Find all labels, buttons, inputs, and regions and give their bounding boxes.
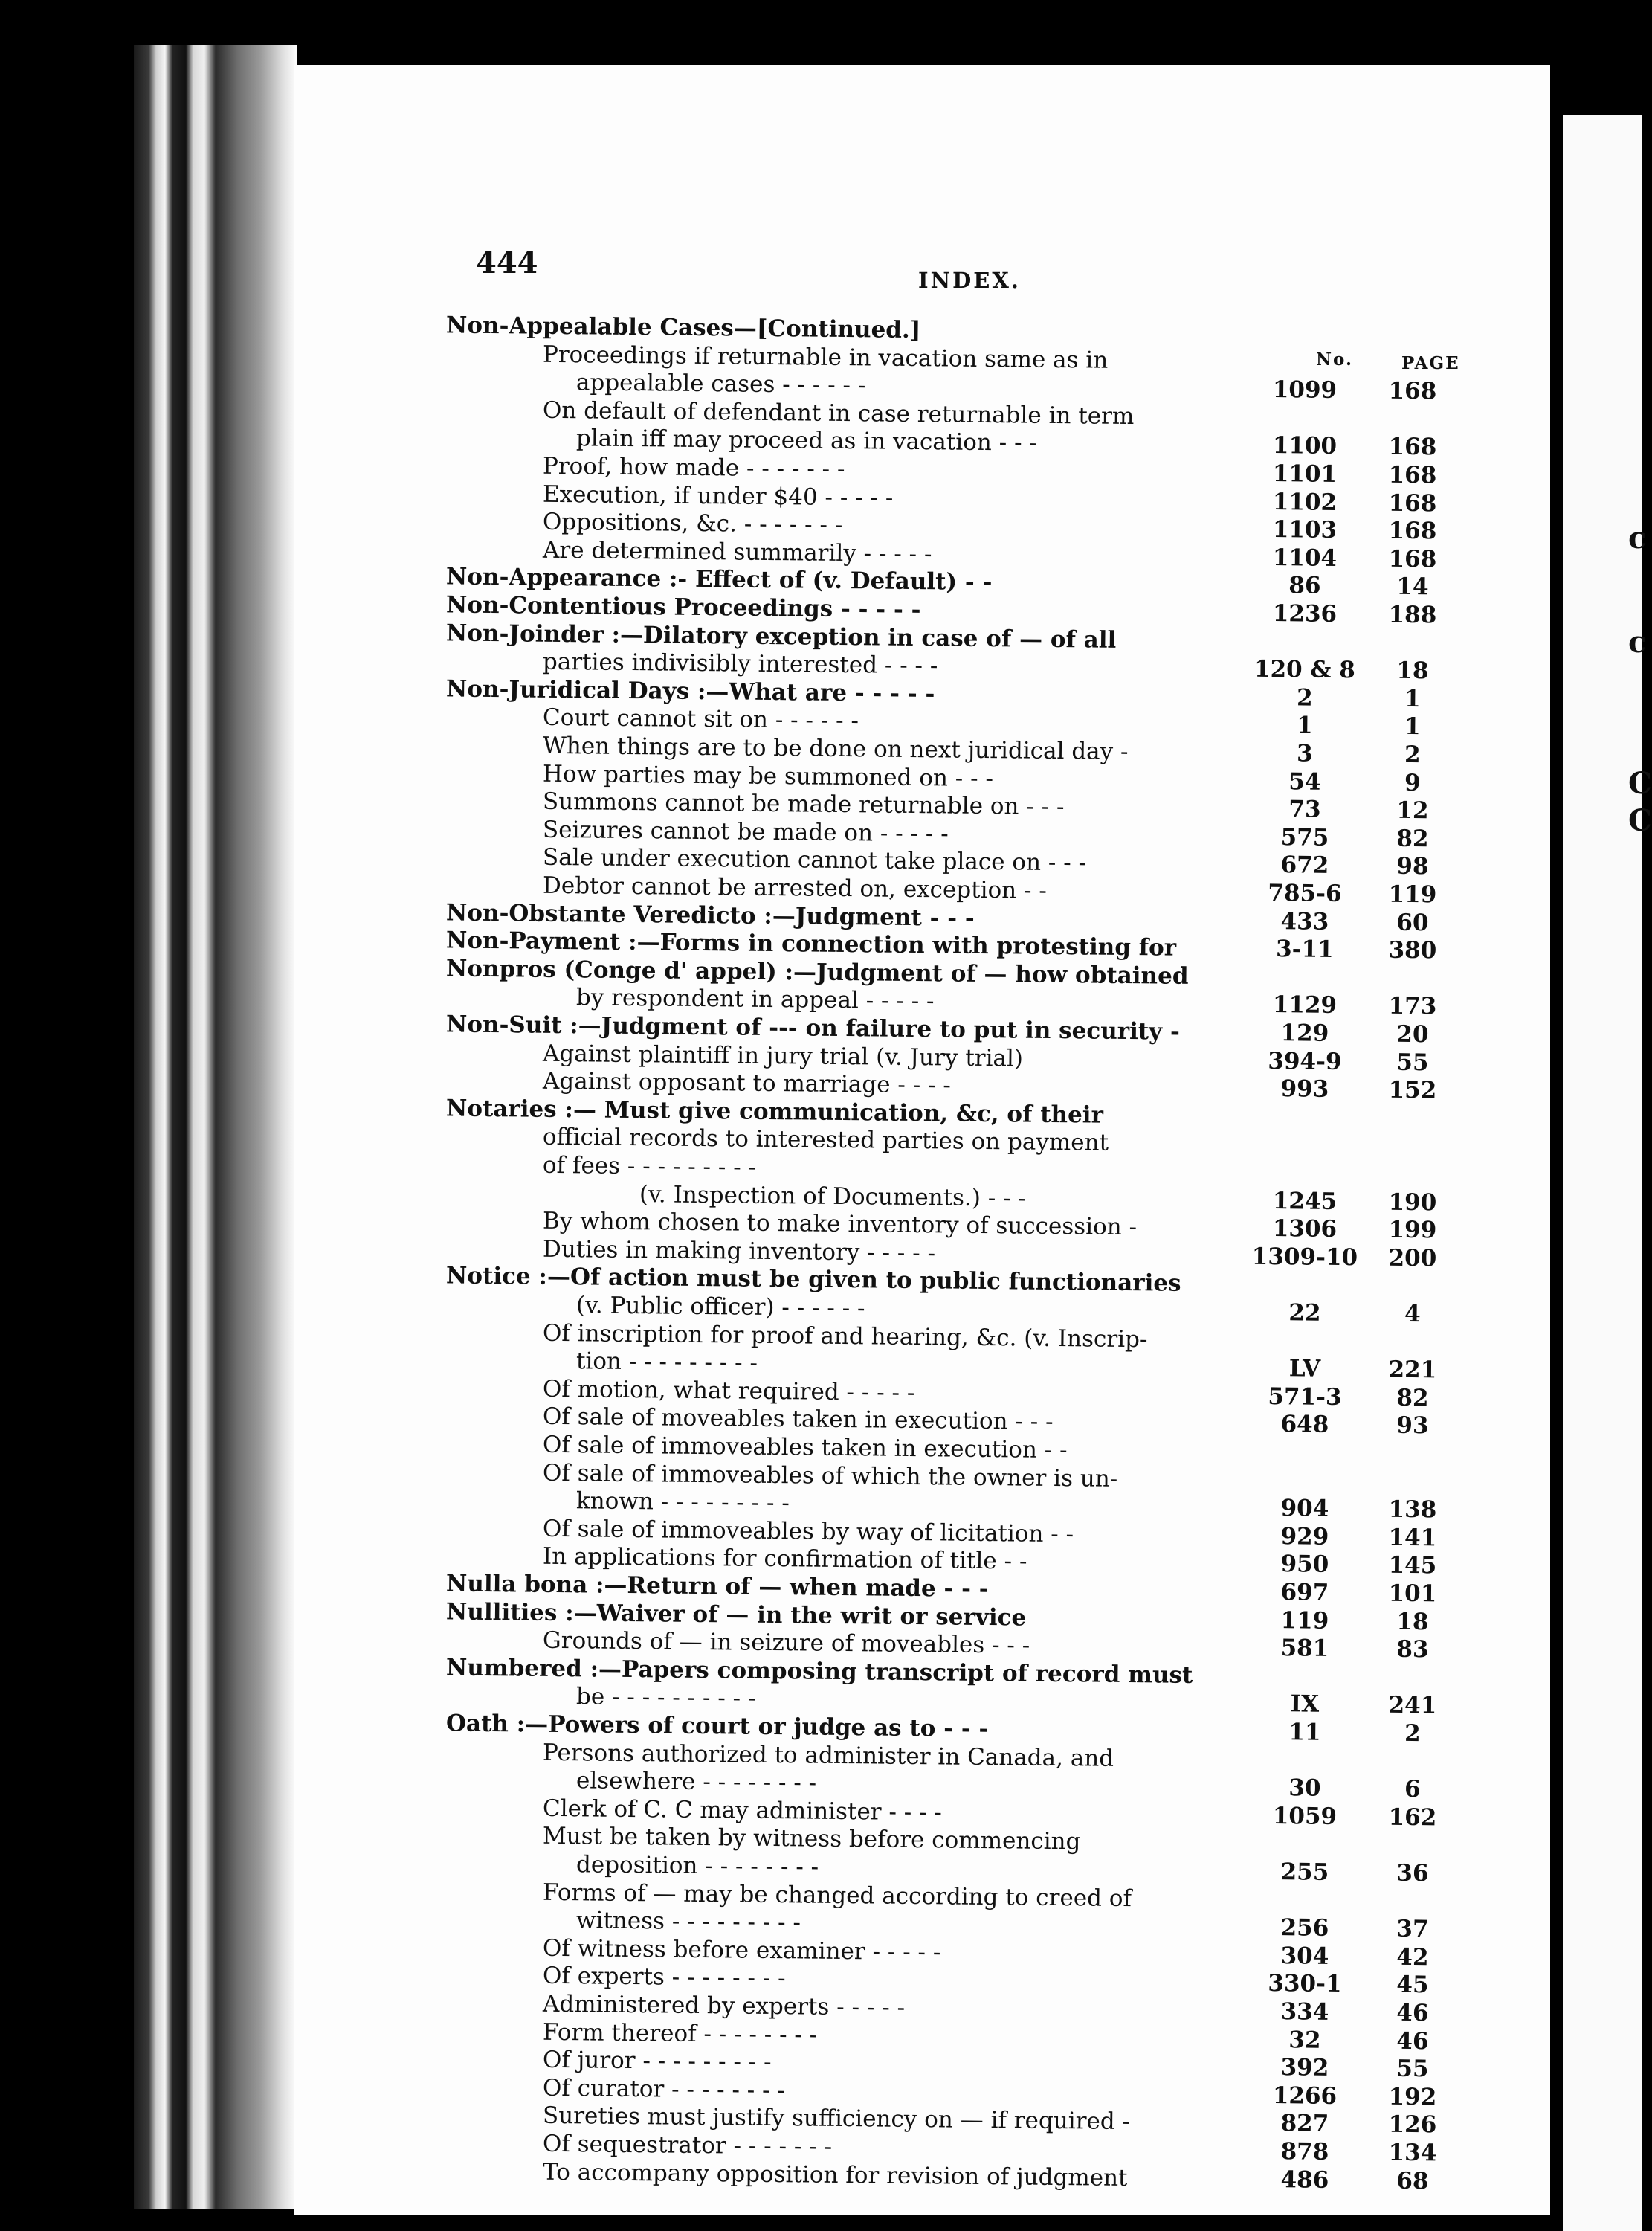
entry-number: [1242, 1831, 1368, 1832]
entry-number: 334: [1280, 1998, 1329, 2026]
entry-text: Proceedings if returnable in vacation same as in: [542, 341, 1109, 374]
entry-number: 394-9: [1268, 1047, 1342, 1075]
entry-page: 221: [1388, 1356, 1437, 1384]
entry-text: Are determined summarily - - - - -: [542, 536, 932, 568]
entry-text: Of sale of immoveables by way of licitation - -: [542, 1515, 1074, 1548]
entry-number: 993: [1280, 1075, 1329, 1104]
entry-number: 571-3: [1268, 1382, 1342, 1411]
entry-number: 32: [1288, 2026, 1321, 2054]
entry-number: 22: [1288, 1299, 1321, 1327]
entry-text: Must be taken by witness before commencing: [542, 1823, 1081, 1855]
entry-number: 1306: [1272, 1215, 1338, 1243]
page-title: INDEX.: [918, 268, 1021, 293]
entry-page: 141: [1388, 1524, 1437, 1552]
entry-number: [1242, 1272, 1368, 1273]
entry-text: of fees - - - - - - - - -: [542, 1151, 757, 1181]
entry-number: 30: [1288, 1774, 1321, 1802]
entry-text: (v. Public officer) - - - - - -: [575, 1292, 865, 1322]
entry-text: Non-Appealable Cases—[Continued.]: [445, 312, 921, 344]
entry-number: 54: [1288, 767, 1321, 796]
entry-number: 3-11: [1275, 936, 1334, 964]
entry-page: [1368, 1161, 1457, 1162]
entry-number: 3: [1296, 740, 1313, 767]
entry-text: Against opposant to marriage - - - -: [542, 1067, 952, 1099]
entry-number: 433: [1280, 907, 1329, 936]
entry-page: 93: [1396, 1412, 1429, 1440]
entry-page: 145: [1388, 1552, 1437, 1580]
entry-page: 200: [1388, 1244, 1437, 1272]
entry-number: 827: [1280, 2110, 1329, 2138]
entry-page: 6: [1404, 1776, 1421, 1803]
entry-page: 380: [1388, 936, 1437, 965]
entry-page: 119: [1388, 881, 1437, 909]
entry-page: 4: [1404, 1300, 1421, 1328]
entry-text: witness - - - - - - - - -: [575, 1907, 801, 1937]
entry-page: 98: [1396, 853, 1429, 881]
entry-number: 1129: [1272, 991, 1338, 1020]
entry-text: Non-Payment :—Forms in connection with protesting for: [445, 927, 1177, 962]
entry-text: Execution, if under $40 - - - - -: [542, 480, 894, 512]
entry-text: Of witness before examiner - - - - -: [542, 1934, 941, 1966]
entry-text: Non-Contentious Proceedings - - - - -: [445, 591, 921, 624]
entry-text: Non-Obstante Veredicto :—Judgment - - -: [445, 899, 975, 932]
entry-page: 138: [1388, 1496, 1437, 1524]
entry-text: Sale under execution cannot take place on - - -: [542, 844, 1087, 877]
entry-number: 785-6: [1268, 879, 1342, 908]
entry-text: Clerk of C. C may administer - - - -: [542, 1794, 943, 1826]
entry-text: Duties in making inventory - - - - -: [542, 1235, 936, 1267]
entry-number: 575: [1280, 823, 1329, 851]
entry-page: 83: [1396, 1635, 1429, 1664]
entry-page: 46: [1396, 1999, 1429, 2027]
entry-number: 1245: [1272, 1187, 1338, 1215]
entry-text: Of curator - - - - - - - -: [542, 2074, 786, 2104]
entry-number: 486: [1280, 2166, 1329, 2194]
entry-text: To accompany opposition for revision of judgment: [542, 2158, 1128, 2192]
entry-page: 1: [1404, 685, 1421, 712]
entry-page: 18: [1396, 657, 1429, 685]
entry-number: 11: [1288, 1719, 1321, 1746]
entry-text: In applications for confirmation of title - -: [542, 1543, 1027, 1575]
entry-number: 672: [1280, 851, 1329, 880]
entry-text: Of experts - - - - - - - -: [542, 1963, 786, 1992]
entry-page: 173: [1388, 993, 1437, 1020]
entry-text: Of inscription for proof and hearing, &c. (v. Inscrip-: [542, 1319, 1148, 1353]
entry-page: [1368, 1440, 1457, 1441]
entry-text: Of sale of immoveables of which the owner is un-: [542, 1459, 1118, 1493]
entry-text: Form thereof - - - - - - - -: [542, 2018, 818, 2049]
entry-text: How parties may be summoned on - - -: [542, 760, 994, 792]
entry-text: Summons cannot be made returnable on - - -: [542, 788, 1065, 821]
entry-number: 73: [1288, 796, 1321, 823]
entry-page: 42: [1396, 1943, 1429, 1971]
column-header-no: No.: [1316, 350, 1353, 370]
entry-number: 904: [1280, 1495, 1329, 1523]
entry-text: Forms of — may be changed according to creed of: [542, 1879, 1132, 1912]
entry-number: 120 & 8: [1253, 655, 1356, 684]
entry-text: By whom chosen to make inventory of succession -: [542, 1207, 1138, 1241]
entry-text: deposition - - - - - - - -: [575, 1851, 819, 1881]
entry-number: 1: [1296, 712, 1313, 740]
entry-text: Notaries :— Must give communication, &c, of their: [445, 1095, 1104, 1129]
entry-page: 2: [1404, 1719, 1421, 1748]
entry-page: 168: [1388, 434, 1437, 461]
entry-page: 168: [1388, 377, 1437, 405]
entry-page: 168: [1388, 489, 1437, 517]
entry-text: Proof, how made - - - - - - -: [542, 452, 845, 483]
entry-number: 129: [1280, 1020, 1329, 1047]
entry-text: Seizures cannot be made on - - - - -: [542, 816, 949, 848]
entry-page: 82: [1396, 1384, 1429, 1412]
entry-number: 1104: [1272, 544, 1338, 572]
entry-number: 1266: [1272, 2082, 1338, 2110]
entry-number: 2: [1296, 684, 1313, 712]
entry-number: 878: [1280, 2138, 1329, 2166]
entry-number: 1059: [1272, 1802, 1338, 1830]
entry-page: 241: [1388, 1692, 1437, 1719]
entry-text: appealable cases - - - - - -: [575, 369, 866, 399]
entry-page: [1368, 322, 1457, 323]
book-spine: [134, 45, 297, 2209]
entry-page: 2: [1404, 741, 1421, 769]
entry-text: (v. Inspection of Documents.) - - -: [639, 1180, 1027, 1212]
entry-number: 1101: [1272, 460, 1338, 488]
adjacent-page-fragment: c: [1628, 521, 1647, 556]
entry-page: 68: [1396, 2167, 1429, 2195]
entry-number: 330-1: [1268, 1970, 1342, 1998]
entry-text: Oppositions, &c. - - - - - - -: [542, 508, 843, 539]
entry-text: official records to interested parties on payment: [542, 1124, 1109, 1157]
entry-page: 199: [1388, 1216, 1437, 1244]
entry-text: by respondent in appeal - - - - -: [575, 984, 935, 1015]
entry-page: 55: [1396, 1049, 1429, 1076]
entry-number: 1103: [1272, 516, 1338, 544]
entry-page: 37: [1396, 1915, 1429, 1943]
entry-text: Of motion, what required - - - - -: [542, 1375, 915, 1406]
entry-text: Nullities :—Waiver of — in the writ or service: [445, 1598, 1027, 1632]
page-number: 444: [476, 245, 538, 280]
entry-page: 1: [1404, 713, 1421, 741]
entry-page: 9: [1404, 769, 1421, 796]
entry-page: 101: [1388, 1580, 1437, 1608]
entry-text: Sureties must justify sufficiency on — if required -: [542, 2102, 1131, 2136]
entry-number: 1100: [1272, 432, 1338, 460]
entry-number: 1236: [1272, 600, 1338, 628]
entry-number: 304: [1280, 1942, 1329, 1970]
entry-number: 392: [1280, 2054, 1329, 2082]
entry-number: 929: [1280, 1522, 1329, 1551]
entry-page: 45: [1396, 1971, 1429, 1999]
entry-number: 950: [1280, 1551, 1329, 1579]
entry-page: 152: [1388, 1076, 1437, 1104]
entry-page: 188: [1388, 601, 1437, 629]
entry-page: 55: [1396, 2055, 1429, 2083]
entry-page: 12: [1396, 796, 1429, 825]
entry-page: 18: [1396, 1608, 1429, 1635]
entry-number: 119: [1280, 1606, 1329, 1635]
entry-page: 168: [1388, 517, 1437, 545]
entry-page: 190: [1388, 1188, 1437, 1216]
entry-number: LV: [1288, 1355, 1321, 1382]
entry-text: Oath :—Powers of court or judge as to - - -: [445, 1710, 989, 1743]
entry-page: 36: [1396, 1859, 1429, 1887]
entry-number: 1102: [1272, 488, 1338, 516]
entry-text: When things are to be done on next juridical day -: [542, 732, 1129, 766]
entry-page: 126: [1388, 2111, 1437, 2139]
entry-text: Against plaintiff in jury trial (v. Jury trial): [542, 1040, 1024, 1072]
adjacent-page-fragment: C: [1628, 803, 1652, 838]
adjacent-page-fragment: c: [1628, 625, 1647, 660]
entry-text: Nulla bona :—Return of — when made - - -: [445, 1570, 989, 1603]
entry-text: Debtor cannot be arrested on, exception - -: [542, 872, 1048, 904]
entry-page: [1368, 1832, 1457, 1833]
entry-number: [1242, 1132, 1368, 1133]
entry-page: 82: [1396, 825, 1429, 853]
entry-text: tion - - - - - - - - -: [575, 1348, 758, 1377]
entry-page: 134: [1388, 2139, 1437, 2167]
entry-text: On default of defendant in case returnable in term: [542, 396, 1135, 430]
column-header-page: PAGE: [1401, 353, 1460, 373]
entry-text: parties indivisibly interested - - - -: [542, 648, 938, 680]
entry-page: 192: [1388, 2083, 1437, 2111]
entry-text: Grounds of — in seizure of moveables - - -: [542, 1626, 1030, 1659]
entry-page: 168: [1388, 461, 1437, 489]
entry-text: Nonpros (Conge d' appel) :—Judgment of — how obtained: [445, 955, 1189, 990]
entry-text: Notice :—Of action must be given to public functionaries: [445, 1262, 1181, 1298]
entry-page: 60: [1396, 909, 1429, 936]
entry-text: Of sale of moveables taken in execution - - -: [542, 1403, 1054, 1436]
entry-number: 255: [1280, 1858, 1329, 1886]
entry-text: Administered by experts - - - - -: [542, 1990, 906, 2021]
entry-page: 162: [1388, 1803, 1437, 1832]
entry-text: Of juror - - - - - - - - -: [542, 2046, 772, 2076]
entry-page: 14: [1396, 573, 1429, 601]
entry-text: Non-Suit :—Judgment of --- on failure to put in security -: [445, 1011, 1181, 1046]
entry-page: 20: [1396, 1020, 1429, 1049]
entry-text: Persons authorized to administer in Canada, and: [542, 1739, 1114, 1772]
entry-text: be - - - - - - - - - -: [575, 1683, 756, 1713]
entry-text: Of sale of immoveables taken in execution - -: [542, 1431, 1068, 1464]
entry-number: 697: [1280, 1579, 1329, 1606]
entry-number: 581: [1280, 1635, 1329, 1663]
entry-text: known - - - - - - - - -: [575, 1487, 790, 1517]
entry-page: [1368, 1133, 1457, 1134]
entry-number: 648: [1280, 1411, 1329, 1439]
entry-number: 256: [1280, 1914, 1329, 1942]
entry-number: 86: [1288, 572, 1321, 600]
entry-page: [1368, 1273, 1457, 1274]
entry-text: Non-Appearance :- Effect of (v. Default) - -: [445, 563, 993, 596]
entry-page: 168: [1388, 545, 1437, 573]
entry-page: 46: [1396, 2027, 1429, 2055]
entry-text: elsewhere - - - - - - - -: [575, 1767, 817, 1797]
entry-text: Of sequestrator - - - - - - -: [542, 2130, 833, 2160]
entry-text: Numbered :—Papers composing transcript of record must: [445, 1654, 1193, 1689]
entry-text: Court cannot sit on - - - - - -: [542, 704, 859, 735]
entry-text: plain iff may proceed as in vacation - - -: [575, 425, 1038, 457]
entry-text: Non-Joinder :—Dilatory exception in case of — of all: [445, 619, 1117, 654]
entry-number: 1309-10: [1251, 1243, 1358, 1272]
entry-number: 1099: [1272, 376, 1338, 405]
entry-number: IX: [1290, 1690, 1320, 1719]
entry-text: Non-Juridical Days :—What are - - - - -: [445, 675, 935, 708]
adjacent-page-fragment: C: [1628, 766, 1652, 801]
